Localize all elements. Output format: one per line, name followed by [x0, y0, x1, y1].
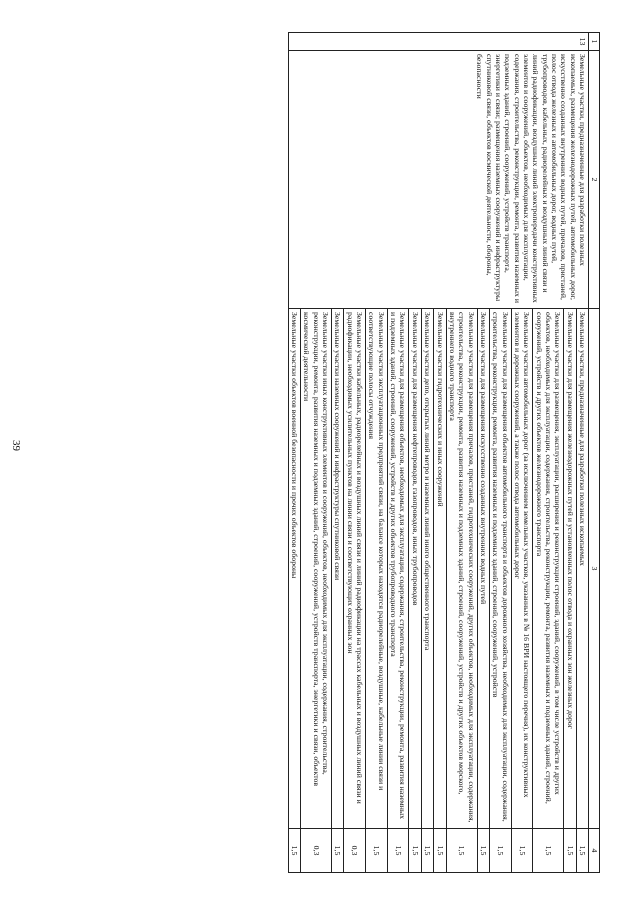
- land-rates-table: [288, 32, 600, 873]
- rate-value: 1,5: [511, 829, 533, 873]
- rate-value: 1,5: [434, 829, 446, 873]
- header-col-3: 3: [589, 309, 600, 829]
- subcategory-text: Земельные участки, предназначенные для разработки полезных ископаемых: [576, 309, 588, 829]
- subcategory-text: Земельные участки для размещения искусственно созданных внутренних водных путей: [477, 309, 489, 829]
- page-number: 39: [10, 440, 22, 451]
- rate-value: 1,5: [332, 829, 344, 873]
- subcategory-text: Земельные участки иных конструктивных элементов и сооружений, объектов, необходимых для эксплуатации, содержания, строительства, реконструкции, ремонта, развития наземных и подземных зданий, строений, сооружений, устройств транспорта, энергетики и связи, объектов космической деятельности: [301, 309, 332, 829]
- subcategory-text: Земельные участки для размещения объектов автомобильного транспорта и объектов дорожного хозяйства, необходимых для эксплуатации, содержания, строительства, реконструкции, ремонта, развития наземных и подземных зданий, строений, сооружений, устройств: [489, 309, 511, 829]
- table-body: [288, 33, 588, 873]
- subcategory-text: Земельные участки наземных сооружений и инфраструктуры спутниковой связи: [332, 309, 344, 829]
- subcategory-text: Земельные участки для размещения железнодорожных путей и установленных полос отвода и охранных зон железных дорог: [564, 309, 576, 829]
- rate-value: 1,5: [489, 829, 511, 873]
- subcategory-text: Земельные участки для размещения причалов, пристаней, гидротехнических сооружений, других объектов, необходимых для эксплуатации, содержания, строительства, реконструкции, ремонта, развития наземных и подземных зданий, строений, сооружений, устройств и других объектов морского, внутреннего водного транспорта: [446, 309, 477, 829]
- category-description: Земельные участки, предназначенные для разработки полезных ископаемых, размещения железнодорожных путей, автомобильных дорог, искусственно созданных внутренних водных путей, причалов, пристаней, полос отвода железных и автомобильных дорог, водных путей, трубопроводов, кабельных, радиорелейных и воздушных линий связи и линий радиофикации, воздушных линий электропередачи конструктивных элементов и сооружений, объектов, необходимых для эксплуатации, содержания, строительства, реконструкции, ремонта, развития наземных и подземных зданий, строений, сооружений, устройств транспорта, энергетики и связи; размещения наземных сооружений и инфраструктуры спутниковой связи, объектов космической деятельности, обороны, безопасности: [288, 51, 588, 309]
- rate-value: 1,5: [387, 829, 409, 873]
- subcategory-text: Земельные участки для размещения нефтепроводов, газопроводов, иных трубопроводов: [409, 309, 421, 829]
- subcategory-text: Земельные участки для размещения, эксплуатации, расширения и реконструкции строений, зданий, сооружений, в том числе устройств и других объектов, необходимых для эксплуатации, содержания, строительства, реконструкции, ремонта, развития наземных и подземных зданий, строений, сооружений, устройств и других объектов железнодорожного транспорта: [533, 309, 564, 829]
- rate-value: 1,5: [576, 829, 588, 873]
- rotated-page-content: [60, 32, 600, 872]
- header-col-4: 4: [589, 829, 600, 873]
- rate-value: 0,3: [301, 829, 332, 873]
- subcategory-text: Земельные участки автомобильных дорог (за исключением земельных участков, указанных в № 16 ВРИ настоящего перечня), их конструктивных элементов и дорожных сооружений, а также полос отвода автомобильных дорог: [511, 309, 533, 829]
- subcategory-text: Земельные участки кабельных, радиорелейных и воздушных линий связи и линий радиофикации на трассах кабельных и воздушных линий связи и радиофикации, необходимых усилительных пунктов на линии связи и соответствующих охранных зон: [344, 309, 366, 829]
- rate-value: 1,5: [564, 829, 576, 873]
- header-row: [589, 33, 600, 873]
- rate-value: 1,5: [533, 829, 564, 873]
- header-col-1: 1: [589, 33, 600, 51]
- subcategory-text: Земельные участки эксплуатационных предприятий связи, на балансе которых находятся радиорелейные, воздушные, кабельные линии связи и соответствующие полосы отчуждения: [366, 309, 388, 829]
- rate-value: 1,5: [446, 829, 477, 873]
- rate-value: 1,5: [366, 829, 388, 873]
- subcategory-text: Земельные участки гидротехнических и иных сооружений: [434, 309, 446, 829]
- rate-value: 1,5: [288, 829, 300, 873]
- row-number: 13: [288, 33, 588, 51]
- table-row: [576, 33, 588, 873]
- rate-value: 1,5: [477, 829, 489, 873]
- subcategory-text: Земельные участки депо, открытых линий метро и наземных линий иного общественного транспорта: [421, 309, 433, 829]
- rate-value: 1,5: [421, 829, 433, 873]
- header-col-2: 2: [589, 51, 600, 309]
- subcategory-text: Земельные участки для размещения объектов, необходимых для эксплуатации, содержания, строительства, реконструкции, ремонта, развития наземных и подземных зданий, строений, сооружений, устройств и других объектов трубопроводного транспорта: [387, 309, 409, 829]
- rate-value: 0,3: [344, 829, 366, 873]
- subcategory-text: Земельные участки объектов военной безопасности и прочих объектов обороны: [288, 309, 300, 829]
- rate-value: 1,5: [409, 829, 421, 873]
